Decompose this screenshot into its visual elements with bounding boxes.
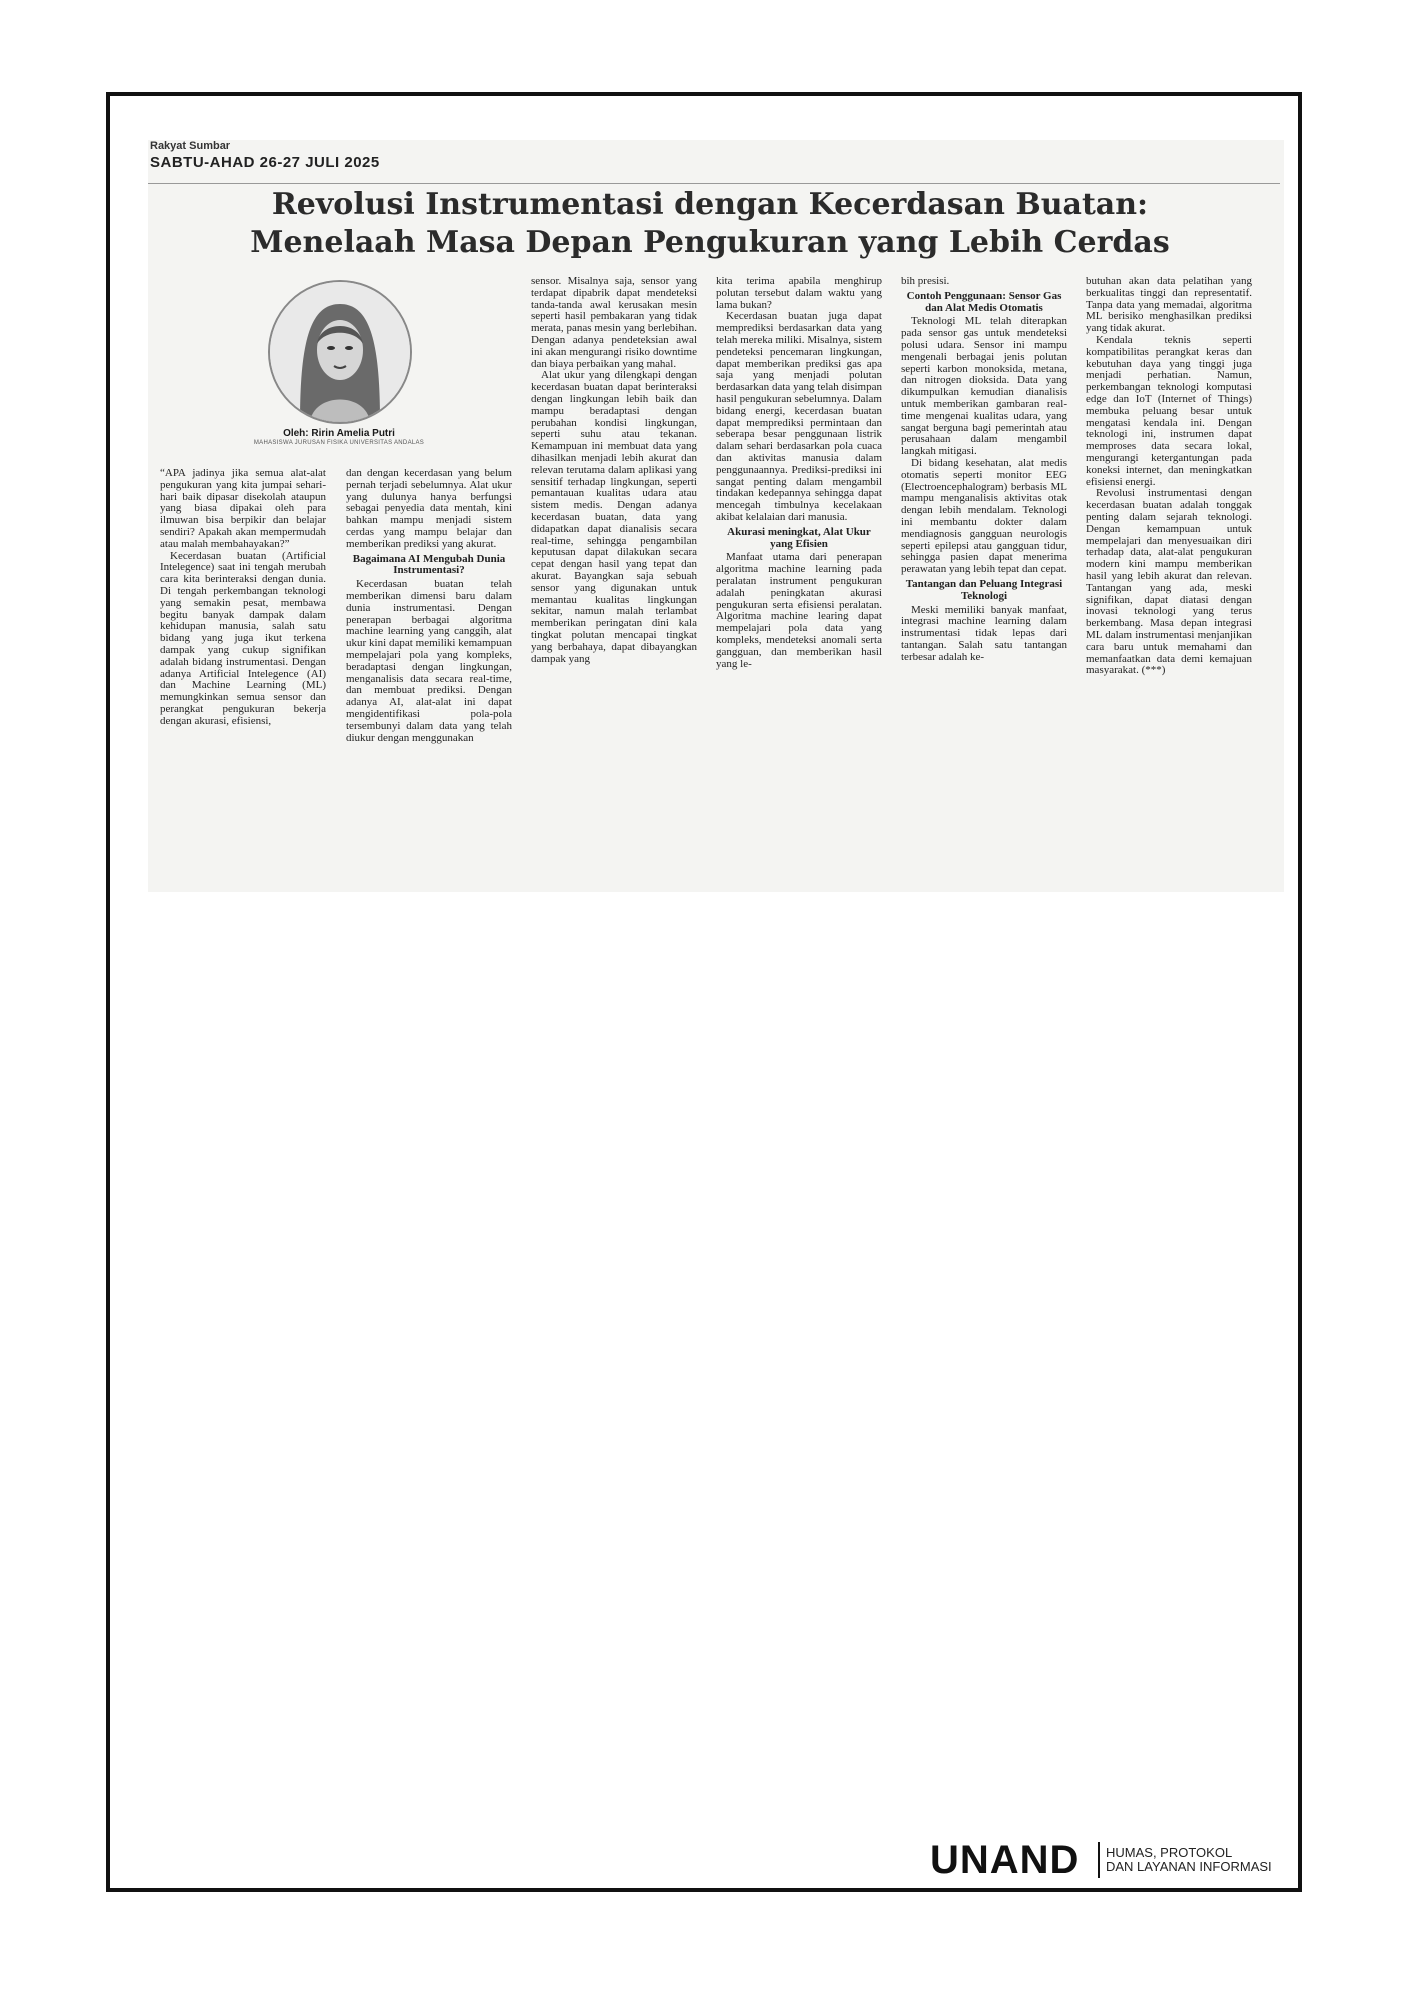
department-line-2: DAN LAYANAN INFORMASI	[1106, 1859, 1272, 1874]
article-column-3	[531, 276, 697, 665]
paragraph: Teknologi ML telah diterapkan pada sensor gas untuk mendeteksi polusi udara. Sensor ini mampu mengenali berbagai jenis polutan seperti karbon monoksida, metana, dan nitrogen dioksida. Data yang dikumpulkan kemudian dianalisis untuk memberikan gambaran real-time mengenai kualitas udara, yang sangat berguna bagi pemerintah atau perusahaan dalam mengambil langkah mitigasi.	[901, 315, 1067, 458]
author-portrait-icon	[270, 282, 410, 422]
unand-department	[1106, 1846, 1272, 1874]
unand-logo-text: UNAND	[930, 1838, 1080, 1882]
headline-line-2: Menelaah Masa Depan Pengukuran yang Lebih Cerdas	[250, 225, 1170, 260]
newspaper-date: SABTU-AHAD 26-27 JULI 2025	[150, 154, 380, 171]
paragraph: Revolusi instrumentasi dengan kecerdasan buatan adalah tonggak penting dalam sejarah teknologi. Dengan kemampuan untuk mempelajari dan menyesuaikan diri terhadap data, alat-alat pengukuran modern kini mampu memberikan hasil yang lebih akurat dan relevan. Tantangan yang ada, meski signifikan, dapat diatasi dengan inovasi teknologi yang terus berkembang. Masa depan integrasi ML dalam instrumentasi menjanjikan cara baru untuk memahami dan memanfaatkan data demi kemajuan masyarakat. (***)	[1086, 487, 1252, 677]
paragraph: Kecerdasan buatan (Artificial Intelegence) saat ini tengah merubah cara kita berinteraksi dengan dunia. Di tengah perkembangan teknologi yang semakin pesat, membawa begitu banyak dampak dalam kehidupan manusia, salah satu bidang yang juga ikut terkena dampak yang cukup signifikan adalah bidang instrumentasi. Dengan adanya Artificial Intelegence (AI) dan Machine Learning (ML) memungkinkan semua sensor dan perangkat pengukuran bekerja dengan akurasi, efisiensi,	[160, 549, 326, 727]
paragraph: sensor. Misalnya saja, sensor yang terdapat dipabrik dapat mendeteksi tanda-tanda awal kerusakan mesin seperti hasil pembakaran yang tidak merata, panas mesin yang berlebihan. Dengan adanya pendeteksian awal ini akan mengurangi risiko downtime dan biaya perbaikan yang mahal.	[531, 275, 697, 370]
paragraph: kita terima apabila menghirup polutan tersebut dalam waktu yang lama bukan?	[716, 275, 882, 311]
byline: Oleh: Ririn Amelia Putri	[283, 428, 395, 439]
paragraph: bih presisi.	[901, 275, 950, 287]
logo-divider	[1098, 1842, 1100, 1878]
subheading: Tantangan dan Peluang Integrasi Teknologi	[905, 577, 1063, 602]
paragraph: Kendala teknis seperti kompatibilitas perangkat keras dan kebutuhan daya yang tinggi juga menjadi perhatian. Namun, perkembangan teknologi komputasi edge dan IoT (Internet of Things) membuka peluang besar untuk mengatasi kendala ini. Dengan teknologi ini, instrumen dapat memproses data secara lokal, mengurangi ketergantungan pada koneksi internet, dan meningkatkan efisiensi energi.	[1086, 333, 1252, 488]
paragraph: “APA jadinya jika semua alat-alat pengukuran yang kita jumpai sehari-hari baik dipasar disekolah ataupun yang biasa dipakai oleh para ilmuwan bisa berpikir dan belajar sendiri? Apakah akan mempermudah atau malah membahayakan?”	[160, 467, 326, 550]
author-affiliation: MAHASISWA JURUSAN FISIKA UNIVERSITAS ANDALAS	[253, 440, 425, 446]
paragraph: butuhan akan data pelatihan yang berkualitas tinggi dan representatif. Tanpa data yang memadai, algoritma ML berisiko menghasilkan prediksi yang tidak akurat.	[1086, 275, 1252, 335]
paragraph: Meski memiliki banyak manfaat, integrasi machine learning dalam instrumentasi tidak lepas dari tantangan. Salah satu tantangan terbesar adalah ke-	[901, 603, 1067, 663]
newspaper-name: Rakyat Sumbar	[150, 140, 231, 152]
article-column-4	[716, 276, 882, 670]
header-rule	[148, 183, 1280, 184]
department-line-1: HUMAS, PROTOKOL	[1106, 1845, 1233, 1860]
paragraph: Kecerdasan buatan telah memberikan dimensi baru dalam dunia instrumentasi. Dengan penerapan berbagai algoritma machine learning yang canggih, alat ukur kini dapat memiliki kemampuan mempelajari pola yang kompleks, beradaptasi dengan lingkungan, menganalisis data secara real-time, dan membuat prediksi. Dengan adanya AI, alat-alat ini dapat mengidentifikasi pola-pola tersembunyi dalam data yang telah diukur dengan menggunakan	[346, 578, 512, 744]
paragraph: Manfaat utama dari penerapan algoritma machine learning pada peralatan instrument pengukuran adalah peningkatan akurasi pengukuran serta efisiensi peralatan. Algoritma machine learing dapat mempelajari pola data yang kompleks, mendeteksi anomali serta gangguan, dan memberikan hasil yang le-	[716, 551, 882, 670]
article-column-1	[160, 468, 326, 728]
article-column-6	[1086, 276, 1252, 677]
author-photo	[268, 280, 412, 424]
subheading: Bagaimana AI Mengubah Dunia Instrumentasi?	[352, 552, 506, 577]
headline-line-1: Revolusi Instrumentasi dengan Kecerdasan Buatan:	[271, 187, 1149, 222]
paragraph: Di bidang kesehatan, alat medis otomatis seperti monitor EEG (Electroencephalogram) berbasis ML mampu menganalisis aktivitas otak dengan lebih mendalam. Teknologi ini membantu dokter dalam mendiagnosis gangguan neurologis seperti epilepsi atau gangguan tidur, sehingga pasien dapat menerima perawatan yang lebih tepat dan cepat.	[901, 456, 1067, 576]
article-column-5	[901, 276, 1067, 664]
subheading: Akurasi meningkat, Alat Ukur yang Efisien	[727, 525, 871, 550]
article-column-2	[346, 468, 512, 744]
paragraph: Kecerdasan buatan juga dapat memprediksi berdasarkan data yang telah mereka miliki. Misalnya, sistem pendeteksi pencemaran lingkungan, dapat memberikan prediksi gas apa saja yang menjadi polutan berdasarkan data yang telah disimpan hasil pengukuran sebelumnya. Dalam bidang energi, kecerdasan buatan dapat memprediksi permintaan dan seberapa besar penggunaan listrik dalam sehari berdasarkan pola cuaca dan aktivitas manusia dalam penggunaannya. Prediksi-prediksi ini sangat penting dalam mengambil tindakan kedepannya sehingga dapat mencegah timbulnya kecelakaan akibat kelalaian dari manusia.	[716, 310, 882, 523]
subheading: Contoh Penggunaan: Sensor Gas dan Alat Medis Otomatis	[906, 289, 1062, 314]
paragraph: Alat ukur yang dilengkapi dengan kecerdasan buatan dapat berinteraksi dengan lingkungan lebih baik dan mampu beradaptasi dengan perubahan kondisi lingkungan, seperti suhu atau tekanan. Kemampuan ini membuat data yang dihasilkan menjadi lebih akurat dan relevan terutama dalam aplikasi yang sensitif terhadap lingkungan, seperti pemantauan kualitas udara atau sistem medis. Dengan adanya kecerdasan buatan, data yang didapatkan dapat dianalisis secara real-time, sehingga pengambilan keputusan dapat dilakukan secara cepat dengan hasil yang tepat dan akurat. Bayangkan saja sebuah sensor yang digunakan untuk memantau kualitas lingkungan sekitar, namun malah terlambat memberikan peringatan dini kala tingkat polutan mencapai tingkat yang berbahaya, dapat dibayangkan dampak yang	[531, 369, 697, 665]
paragraph: dan dengan kecerdasan yang belum pernah terjadi sebelumnya. Alat ukur yang dulunya hanya berfungsi sebagai penyedia data mentah, kini bahkan mampu menjadi sistem cerdas yang mampu belajar dan memberikan prediksi yang akurat.	[346, 467, 512, 550]
